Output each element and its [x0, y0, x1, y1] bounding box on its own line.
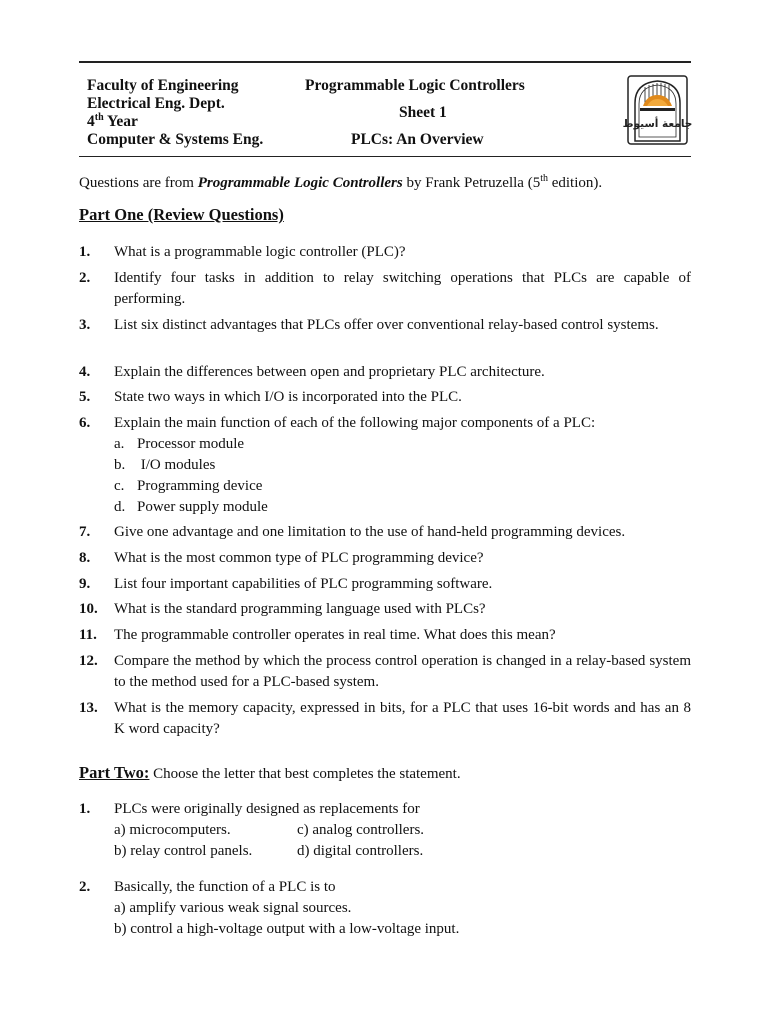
year-label: 4th Year [87, 111, 138, 130]
option-row: b) control a high-voltage output with a low-voltage input. [114, 921, 460, 937]
mcq-item: 1. PLCs were originally designed as replacements for a) microcomputers. c) analog controllers. b) relay control panels. d) digital controllers. [79, 799, 691, 862]
course-title: Programmable Logic Controllers [305, 77, 525, 94]
sheet-number: Sheet 1 [399, 104, 447, 121]
question-item: 6. Explain the main function of each of the following major components of a PLC: a. Processor module b. I/O modules c. Programming device d. Power supply module [79, 413, 691, 518]
option-row: a) amplify various weak signal sources. [114, 900, 352, 916]
header-top-rule [79, 61, 691, 63]
question-item: 10. What is the standard programming language used with PLCs? [79, 601, 486, 617]
question-item: 5. State two ways in which I/O is incorporated into the PLC. [79, 389, 462, 405]
option-row: b) relay control panels. d) digital controllers. [114, 843, 424, 859]
question-item: 11. The programmable controller operates in real time. What does this mean? [79, 627, 556, 643]
question-item: 13. What is the memory capacity, expressed in bits, for a PLC that uses 16-bit words and has an 8 K word capacity? [79, 700, 691, 737]
university-logo-icon [622, 75, 693, 145]
question-item: 4. Explain the differences between open and proprietary PLC architecture. [79, 364, 545, 380]
question-item: 12. Compare the method by which the process control operation is changed in a relay-based system to the method used for a PLC-based system. [79, 653, 691, 690]
logo-arabic-text: جامعة أسيوط [622, 118, 693, 130]
option-row: a) microcomputers. c) analog controllers. [114, 822, 425, 838]
part-two-title: Part Two: [79, 763, 150, 782]
program-name: Computer & Systems Eng. [87, 131, 264, 148]
mcq-item: 2. Basically, the function of a PLC is to a) amplify various weak signal sources. b) control a high-voltage output with a low-voltage input. [79, 877, 691, 940]
sub-item: b. I/O modules [114, 457, 216, 473]
department-name: Electrical Eng. Dept. [87, 95, 225, 112]
question-item: 8. What is the most common type of PLC programming device? [79, 550, 484, 566]
sub-item: c. Programming device [114, 478, 263, 494]
header-bottom-rule [79, 156, 691, 157]
part-one-title: Part One (Review Questions) [79, 205, 284, 224]
source-note: Questions are from Programmable Logic Controllers by Frank Petruzella (5th edition). [79, 173, 603, 191]
faculty-name: Faculty of Engineering [87, 77, 239, 94]
question-item: 3. List six distinct advantages that PLCs offer over conventional relay-based control systems. [79, 317, 659, 333]
question-item: 9. List four important capabilities of PLC programming software. [79, 576, 493, 592]
question-item: 1. What is a programmable logic controller (PLC)? [79, 244, 406, 260]
question-item: 2. Identify four tasks in addition to relay switching operations that PLCs are capable of performing. [79, 270, 691, 307]
question-item: 7. Give one advantage and one limitation to the use of hand-held programming devices. [79, 524, 626, 540]
sheet-topic: PLCs: An Overview [351, 131, 484, 148]
sub-item: a. Processor module [114, 436, 245, 452]
part-two-heading [79, 763, 461, 783]
part-two-instruction: Choose the letter that best completes the statement. [149, 766, 461, 782]
sub-item: d. Power supply module [114, 499, 268, 515]
